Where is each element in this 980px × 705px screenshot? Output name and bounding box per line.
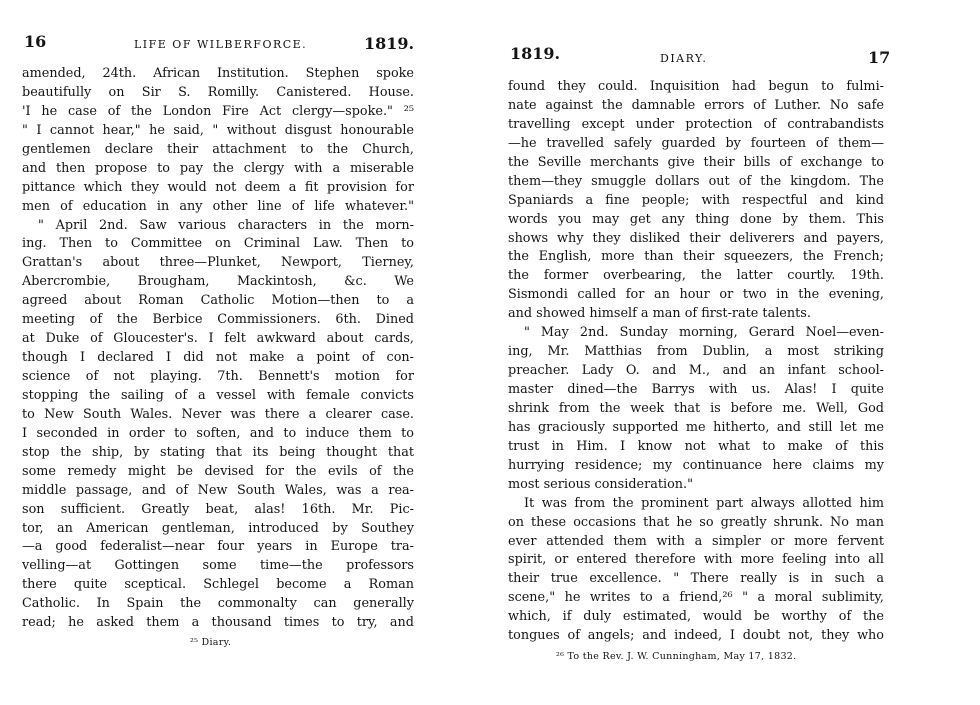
footnote: ²⁶ To the Rev. J. W. Cunningham, May 17, 1832. (556, 651, 797, 662)
text-line: ever attended them with a simpler or more fervent (508, 533, 884, 549)
text-line: gentlemen declare their attachment to the Church, (22, 141, 414, 157)
footnote: ²⁵ Diary. (190, 637, 232, 648)
text-line: the former overbearing, the latter courtly. 19th. (508, 268, 884, 284)
running-head: DIARY. (660, 52, 708, 65)
page-number: 16 (24, 32, 47, 51)
text-line: words you may get any thing done by them. This (508, 211, 884, 227)
text-line: ing, Mr. Matthias from Dublin, a most striking (508, 344, 884, 360)
body-text (508, 78, 884, 646)
text-line: nate against the damnable errors of Luther. No safe (508, 97, 884, 113)
header-year: 1819. (364, 34, 415, 53)
text-line: " I cannot hear," he said, " without disgust honourable (22, 122, 414, 138)
text-line: —a good federalist—near four years in Europe tra- (22, 539, 414, 555)
text-line: has graciously supported me hitherto, and still let me (508, 419, 884, 435)
text-line: meeting of the Berbice Commissioners. 6th. Dined (22, 312, 414, 328)
text-line: read; he asked them a thousand times to try, and (22, 615, 414, 631)
running-head: LIFE OF WILBERFORCE. (134, 38, 308, 51)
text-line: most serious consideration." (508, 476, 693, 492)
text-line: science of not playing. 7th. Bennett's motion for (22, 369, 414, 384)
left-page (22, 0, 414, 705)
header-year: 1819. (510, 44, 561, 63)
text-line: some remedy might be devised for the evils of the (22, 463, 414, 479)
text-line: and showed himself a man of first-rate talents. (508, 306, 811, 322)
text-line: which, if duly estimated, would be worthy of the (508, 609, 884, 625)
page-header (22, 32, 414, 54)
text-line: Sismondi called for an hour or two in the evening, (508, 287, 884, 303)
page-header (508, 32, 891, 67)
text-line: I seconded in order to soften, and to induce them to (22, 425, 414, 441)
page-number: 17 (868, 48, 891, 67)
text-line: Grattan's about three—Plunket, Newport, Tierney, (22, 255, 414, 271)
text-line: them—they smuggle dollars out of the kingdom. The (508, 173, 884, 189)
text-line: on these occasions that he so greatly shrunk. No man (508, 514, 884, 530)
text-line: the Seville merchants give their bills of exchange to (508, 154, 884, 170)
text-line: stopping the sailing of a vessel with female convicts (22, 387, 414, 403)
text-line: " May 2nd. Sunday morning, Gerard Noel—even- (524, 325, 884, 341)
text-line: agreed about Roman Catholic Motion—then to a (22, 293, 414, 309)
text-line: found they could. Inquisition had begun to fulmi- (508, 79, 884, 94)
text-line: beautifully on Sir S. Romilly. Canistered. House. (22, 84, 414, 100)
text-line: to New South Wales. Never was there a clearer case. (22, 406, 414, 422)
text-line: tor, an American gentleman, introduced by Southey (22, 520, 414, 536)
text-line: their true excellence. " There really is in such a (508, 571, 884, 587)
text-line: shows why they disliked their deliverers and payers, (508, 230, 884, 246)
text-line: Spaniards a fine people; with respectful and kind (508, 192, 884, 208)
text-line: It was from the prominent part always allotted him (524, 495, 884, 511)
text-line: ing. Then to Committee on Criminal Law. Then to (22, 236, 414, 252)
text-line: —he travelled safely guarded by fourteen of them— (508, 135, 884, 151)
text-line: master dined—the Barrys with us. Alas! I quite (508, 382, 884, 397)
text-line: stop the ship, by stating that its being thought that (22, 444, 414, 460)
text-line: 'I he case of the London Fire Act clergy—spoke." ²⁵ (22, 103, 414, 119)
text-line: Catholic. In Spain the commonalty can generally (22, 596, 414, 612)
text-line: middle passage, and of New South Wales, was a rea- (22, 482, 414, 498)
text-line: pittance which they would not deem a fit provision for (22, 179, 414, 195)
text-line: and then propose to pay the clergy with a miserable (22, 160, 414, 176)
body-text (22, 65, 414, 633)
text-line: " April 2nd. Saw various characters in the morn- (38, 217, 414, 233)
text-line: velling—at Gottingen some time—the professors (22, 558, 414, 574)
text-line: son sufficient. Greatly beat, alas! 16th. Mr. Pic- (22, 501, 414, 517)
text-line: tongues of angels; and indeed, I doubt not, they who (508, 628, 884, 644)
text-line: there quite sceptical. Schlegel become a Roman (22, 577, 414, 593)
text-line: trust in Him. I know not what to make of this (508, 438, 884, 454)
text-line: shrink from the week that is before me. Well, God (508, 400, 884, 416)
text-line: though I declared I did not make a point of con- (22, 350, 414, 366)
text-line: preacher. Lady O. and M., and an infant school- (508, 363, 884, 379)
text-line: amended, 24th. African Institution. Stephen spoke (22, 66, 414, 81)
right-page (508, 0, 891, 705)
text-line: men of education in any other line of life whatever." (22, 198, 414, 214)
text-line: scene," he writes to a friend,²⁶ " a moral sublimity, (508, 590, 884, 606)
text-line: travelling except under protection of contrabandists (508, 116, 884, 132)
text-line: hurrying residence; my continuance here claims my (508, 457, 884, 473)
text-line: Abercrombie, Brougham, Mackintosh, &c. We (22, 274, 414, 290)
text-line: spirit, or entered therefore with more feeling into all (508, 552, 884, 568)
text-line: the English, more than their squeezers, the French; (508, 249, 884, 265)
text-line: at Duke of Gloucester's. I felt awkward about cards, (22, 331, 414, 347)
